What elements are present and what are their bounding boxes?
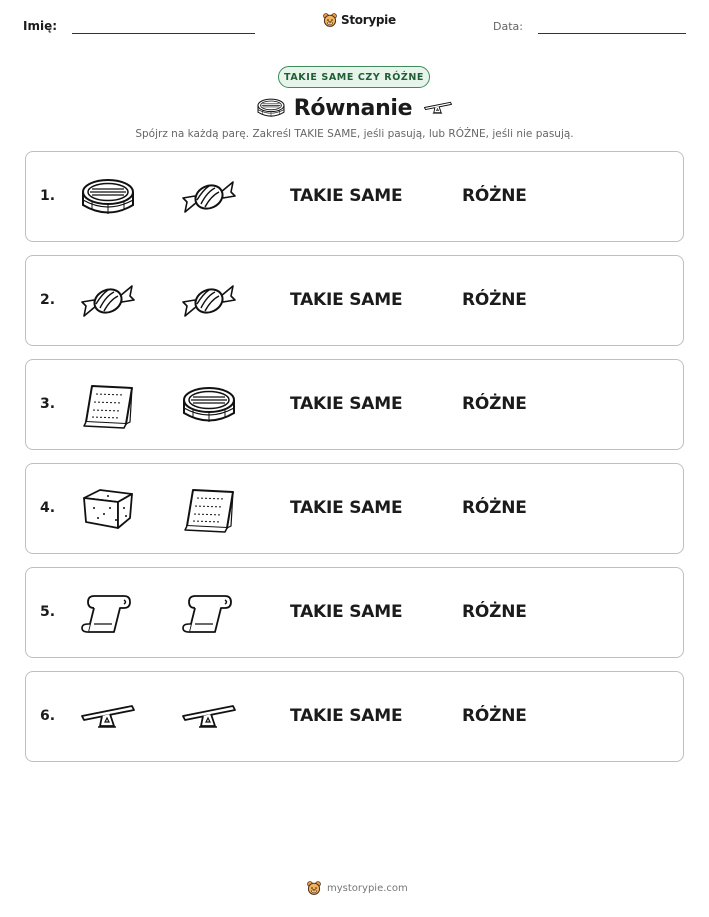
footer-site-link[interactable]: mystorypie.com xyxy=(327,882,408,894)
option-different[interactable]: RÓŻNE xyxy=(462,602,527,622)
seesaw-icon xyxy=(420,95,456,121)
exercise-number: 5. xyxy=(40,604,56,620)
cracker-icon xyxy=(181,484,237,534)
exercise-number: 4. xyxy=(40,500,56,516)
option-different[interactable]: RÓŻNE xyxy=(462,186,527,206)
candy-icon xyxy=(181,172,237,222)
worksheet-type-badge: TAKIE SAME CZY RÓŻNE xyxy=(278,66,430,88)
exercise-number: 6. xyxy=(40,708,56,724)
date-label: Data: xyxy=(493,20,523,33)
cake-pan-icon xyxy=(80,172,136,222)
exercise-card xyxy=(25,671,684,762)
footer xyxy=(306,880,408,896)
option-same[interactable]: TAKIE SAME xyxy=(290,602,403,622)
scroll-icon xyxy=(80,588,136,638)
option-same[interactable]: TAKIE SAME xyxy=(290,706,403,726)
candy-icon xyxy=(181,276,237,326)
bear-icon xyxy=(306,880,322,896)
brand-name: Storypie xyxy=(341,13,396,27)
scroll-icon xyxy=(181,588,237,638)
seesaw-icon xyxy=(80,692,136,742)
page-title: Równanie xyxy=(293,95,413,121)
date-field[interactable] xyxy=(538,33,686,34)
cracker-icon xyxy=(80,380,136,430)
option-same[interactable]: TAKIE SAME xyxy=(290,186,403,206)
exercise-card xyxy=(25,567,684,658)
option-different[interactable]: RÓŻNE xyxy=(462,394,527,414)
option-different[interactable]: RÓŻNE xyxy=(462,290,527,310)
cake-pan-icon xyxy=(256,95,286,121)
exercise-number: 2. xyxy=(40,292,56,308)
cake-pan-icon xyxy=(181,380,237,430)
sponge-cake-icon xyxy=(80,484,136,534)
exercise-number: 1. xyxy=(40,188,56,204)
exercise-card xyxy=(25,151,684,242)
option-same[interactable]: TAKIE SAME xyxy=(290,394,403,414)
candy-icon xyxy=(80,276,136,326)
seesaw-icon xyxy=(181,692,237,742)
exercise-card xyxy=(25,255,684,346)
option-different[interactable]: RÓŻNE xyxy=(462,498,527,518)
bear-icon xyxy=(322,12,338,28)
exercise-card xyxy=(25,359,684,450)
brand-logo xyxy=(322,12,396,28)
option-same[interactable]: TAKIE SAME xyxy=(290,498,403,518)
option-different[interactable]: RÓŻNE xyxy=(462,706,527,726)
option-same[interactable]: TAKIE SAME xyxy=(290,290,403,310)
name-label: Imię: xyxy=(23,19,58,33)
exercise-number: 3. xyxy=(40,396,56,412)
instructions: Spójrz na każdą parę. Zakreśl TAKIE SAME, jeśli pasują, lub RÓŻNE, jeśli nie pasują. xyxy=(135,128,574,140)
exercise-card xyxy=(25,463,684,554)
name-field[interactable] xyxy=(72,33,255,34)
title-row xyxy=(248,92,464,124)
